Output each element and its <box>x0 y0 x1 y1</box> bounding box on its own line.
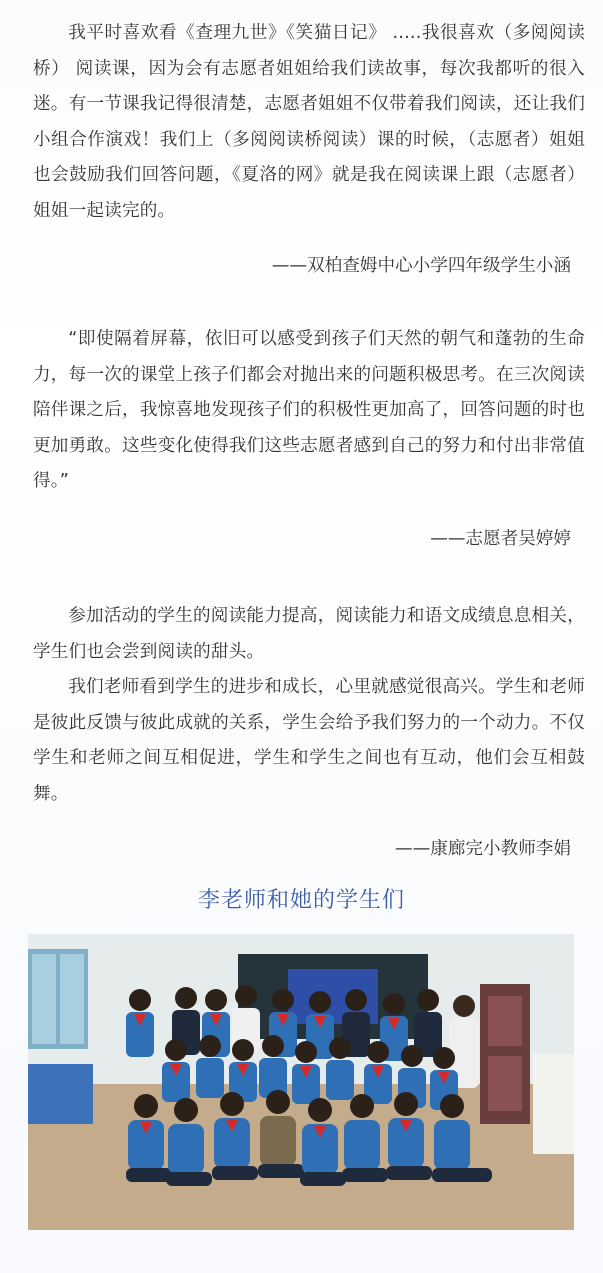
volunteer-quote-signature: ——志愿者吴婷婷 <box>430 529 571 549</box>
teacher-quote-paragraph-2: 我们老师看到学生的进步和成长，心里就感觉很高兴。学生和老师是彼此反馈与彼此成就的关系，学生会给予我们努力的一个动力。不仅学生和老师之间互相促进，学生和学生之间也有互动，他们会互相鼓舞。 <box>33 677 585 804</box>
student-quote-paragraph: 我平时喜欢看《查理九世》《笑猫日记》 .....我很喜欢（多阅阅读桥） 阅读课，因为会有志愿者姐姐给我们读故事，每次我都听的很入迷。有一节课我记得很清楚，志愿者姐姐不仅带着我们阅读，还让我们小组合作演戏！我们上（多阅阅读桥阅读）课的时候，（志愿者）姐姐也会鼓励我们回答问题，《夏洛的网》就是我在阅读课上跟（志愿者）姐姐一起读完的。 <box>33 23 585 221</box>
teacher-quote-signature: ——康廊完小教师李娟 <box>395 839 571 859</box>
student-quote-signature: ——双柏查姆中心小学四年级学生小涵 <box>271 256 571 276</box>
teacher-quote-paragraph-1: 参加活动的学生的阅读能力提高，阅读能力和语文成绩息息相关，学生们也会尝到阅读的甜头。 <box>33 606 585 662</box>
photo-caption: 李老师和她的学生们 <box>197 888 405 913</box>
volunteer-quote-paragraph: “即使隔着屏幕，依旧可以感受到孩子们天然的朝气和蓬勃的生命力，每一次的课堂上孩子们都会对抛出来的问题积极思考。在三次阅读陪伴课之后，我惊喜地发现孩子们的积极性更加高了，回答问题的时也更加勇敢。这些变化使得我们这些志愿者感到自己的努力和付出非常值得。” <box>33 329 585 491</box>
class-group-photo <box>28 934 574 1230</box>
